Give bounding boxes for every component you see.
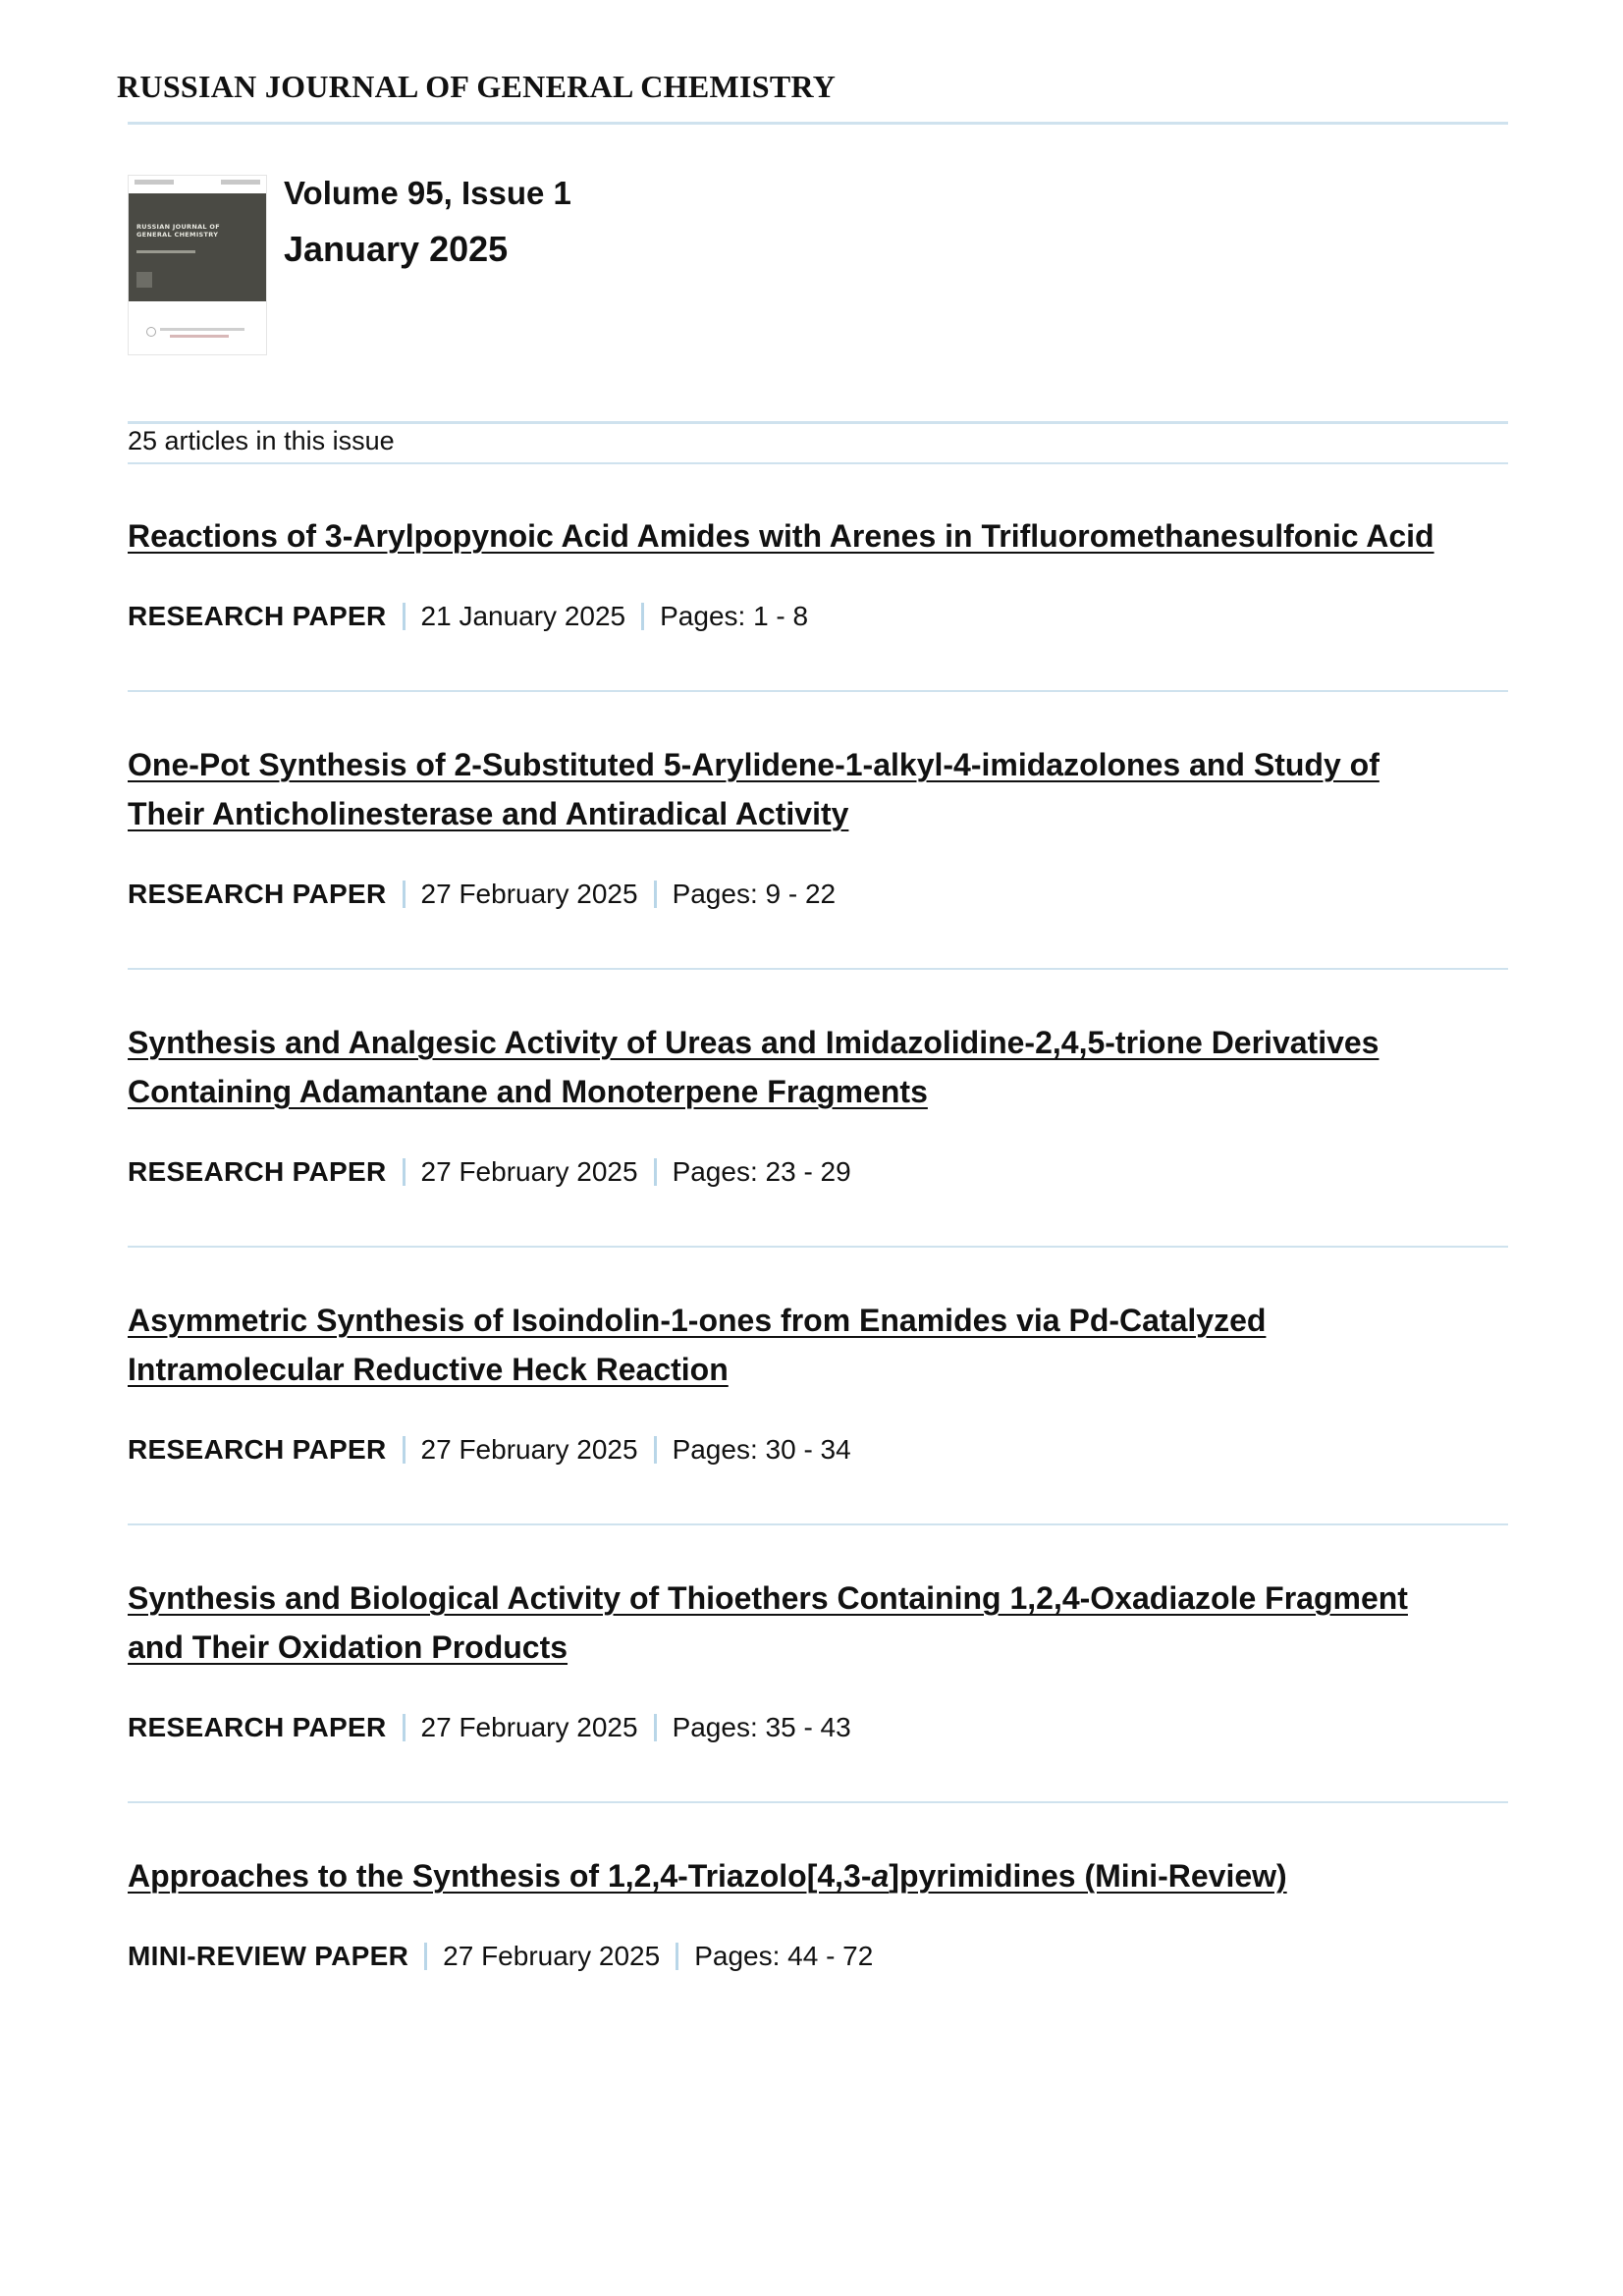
meta-separator: [641, 603, 644, 630]
article-divider: [128, 1246, 1508, 1248]
article-item: [128, 740, 1522, 909]
cover-header-marks: [135, 180, 260, 189]
article-title-line: Intramolecular Reductive Heck Reaction: [128, 1352, 729, 1387]
article-divider: [128, 690, 1508, 692]
meta-separator: [424, 1943, 427, 1970]
article-title-link[interactable]: [128, 1851, 1522, 1900]
article-date: 27 February 2025: [443, 1941, 661, 1971]
journal-cover-thumbnail[interactable]: [128, 175, 267, 355]
publisher-logo-icon: [146, 325, 244, 343]
article-title-link[interactable]: [128, 1296, 1522, 1394]
article-meta: [128, 1940, 873, 1973]
article-item: [128, 1296, 1522, 1465]
article-date: 27 February 2025: [420, 1434, 638, 1465]
article-item: [128, 1018, 1522, 1187]
article-divider: [128, 1523, 1508, 1525]
article-pages: Pages: 44 - 72: [694, 1941, 874, 1971]
article-type: RESEARCH PAPER: [128, 1156, 387, 1187]
article-meta: [128, 1433, 851, 1467]
article-title-line: Asymmetric Synthesis of Isoindolin-1-ones from Enamides via Pd-Catalyzed: [128, 1303, 1267, 1338]
article-meta: [128, 878, 836, 911]
article-meta: [128, 1155, 851, 1189]
article-title-line: Their Anticholinesterase and Antiradical Activity: [128, 796, 849, 831]
volume-issue-label: Volume 95, Issue 1: [284, 175, 571, 211]
article-title-line: Synthesis and Analgesic Activity of Ureas and Imidazolidine-2,4,5-trione Derivatives: [128, 1025, 1380, 1060]
meta-separator: [403, 603, 406, 630]
article-type: RESEARCH PAPER: [128, 1712, 387, 1742]
cover-title: RUSSIAN JOURNAL OF GENERAL CHEMISTRY: [136, 223, 220, 239]
article-meta: [128, 1711, 851, 1744]
meta-separator: [403, 1436, 406, 1464]
article-date: 27 February 2025: [420, 1156, 638, 1187]
cover-band: [129, 193, 266, 301]
article-pages: Pages: 35 - 43: [672, 1712, 851, 1742]
article-type: MINI-REVIEW PAPER: [128, 1941, 409, 1971]
article-meta: [128, 600, 808, 633]
article-item: [128, 1574, 1522, 1742]
meta-separator: [654, 1714, 657, 1741]
articles-count: 25 articles in this issue: [128, 426, 395, 455]
meta-separator: [654, 1436, 657, 1464]
article-title-line: Containing Adamantane and Monoterpene Fragments: [128, 1074, 928, 1109]
meta-separator: [676, 1943, 678, 1970]
article-type: RESEARCH PAPER: [128, 601, 387, 631]
article-title-part: ]pyrimidines (Mini-Review): [889, 1858, 1287, 1894]
count-top-divider: [128, 421, 1508, 424]
article-type: RESEARCH PAPER: [128, 1434, 387, 1465]
article-pages: Pages: 1 - 8: [660, 601, 809, 631]
article-date: 27 February 2025: [420, 1712, 638, 1742]
article-title-link[interactable]: [128, 740, 1522, 838]
article-pages: Pages: 9 - 22: [672, 879, 837, 909]
article-type: RESEARCH PAPER: [128, 879, 387, 909]
issue-date: January 2025: [284, 229, 509, 269]
journal-name: RUSSIAN JOURNAL OF GENERAL CHEMISTRY: [117, 69, 837, 104]
article-divider: [128, 1801, 1508, 1803]
article-title-italic: a: [871, 1858, 890, 1894]
article-title-part: Approaches to the Synthesis of 1,2,4-Triazolo[4,3-: [128, 1858, 872, 1894]
meta-separator: [654, 1158, 657, 1186]
meta-separator: [403, 1714, 406, 1741]
meta-separator: [403, 1158, 406, 1186]
article-title-line: and Their Oxidation Products: [128, 1629, 568, 1665]
article-title-line: Synthesis and Biological Activity of Thioethers Containing 1,2,4-Oxadiazole Fragment: [128, 1580, 1408, 1616]
article-pages: Pages: 23 - 29: [672, 1156, 851, 1187]
meta-separator: [403, 881, 406, 908]
article-title-link[interactable]: [128, 1018, 1522, 1116]
article-title-line: One-Pot Synthesis of 2-Substituted 5-Arylidene-1-alkyl-4-imidazolones and Study of: [128, 747, 1380, 782]
article-pages: Pages: 30 - 34: [672, 1434, 851, 1465]
article-title-link[interactable]: Reactions of 3-Arylpopynoic Acid Amides with Arenes in Trifluoromethanesulfonic Acid: [128, 518, 1434, 554]
article-divider: [128, 968, 1508, 970]
article-item: [128, 1851, 1522, 1971]
article-date: 27 February 2025: [420, 879, 638, 909]
meta-separator: [654, 881, 657, 908]
article-item: [128, 511, 1522, 631]
article-title-link[interactable]: [128, 1574, 1522, 1672]
count-bottom-divider: [128, 462, 1508, 464]
article-date: 21 January 2025: [420, 601, 626, 631]
header-divider: [128, 122, 1508, 125]
